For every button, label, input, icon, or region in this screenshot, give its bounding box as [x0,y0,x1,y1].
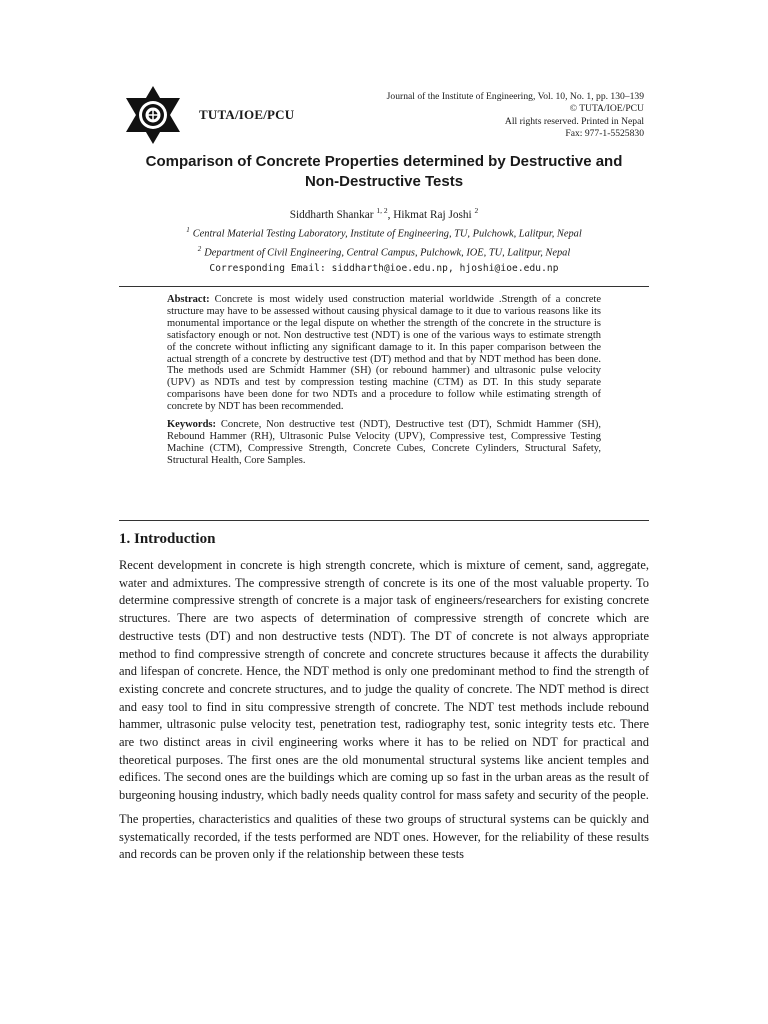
author-affiliation-mark: 1, 2 [376,206,388,215]
body-paragraph: The properties, characteristics and qualities of these two groups of structural systems can be quickly and systematically recorded, if the tests performed are NDT ones. However, for the reliability of these results and records can be proven only if the relationship between these tests [119,811,649,862]
abstract-block [167,294,601,473]
journal-citation: Journal of the Institute of Engineering, Vol. 10, No. 1, pp. 130–139 [386,91,644,102]
section-heading: 1. Introduction [119,531,216,547]
affiliation [100,245,668,258]
journal-fax: Fax: 977-1-5525830 [565,127,644,139]
organization-name: TUTA/IOE/PCU [199,107,295,122]
author-name: Siddharth Shankar [289,208,374,221]
author-list [100,206,668,221]
corresponding-email: Corresponding Email: siddharth@ioe.edu.np, hjoshi@ioe.edu.np [209,263,559,274]
affiliation-text: Department of Civil Engineering, Central Campus, Pulchowk, IOE, TU, Lalitpur, Nepal [204,247,571,259]
institute-logo-icon [122,84,184,146]
paper-title [100,152,668,192]
paper-title-line2: Non-Destructive Tests [304,173,464,190]
journal-info [324,91,644,140]
divider [119,520,649,521]
body-text [119,557,649,870]
abstract-text: Concrete is most widely used construction material worldwide .Strength of a concrete structure may have to be assessed without causing physical damage to it due to various reasons like its monumental importance or the legal dispute on whether the strength of the concrete in the structure is satisfactory enough or not. Non destructive test (NDT) is one of the various ways to estimate strength of the concrete without inflicting any significant damage to it. In this paper comparison between the actual strength of a concrete by destructive test (DT) method and that by NDT method has been done. The methods used are Schmidt Hammer (SH) (or rebound hammer) and ultrasonic pulse velocity (UPV) as NDTs and test by compression testing machine (CTM) as DT. In this study separate comparisons have been done for two NDTs and a procedure to follow while estimating strength of concrete by NDT has been recommended. [167,294,602,413]
abstract-label: Abstract: [167,294,210,305]
author-affiliation-mark: 2 [474,206,479,215]
body-paragraph: Recent development in concrete is high strength concrete, which is mixture of cement, sand, aggregate, water and admixtures. The compressive strength of concrete is its one of the most valuable property. To determine compressive strength of concrete is a major task of engineers/researchers for existing concrete structures. There are two aspects of determination of compressive strength of concrete which are destructive tests (DT) and non destructive tests (NDT). The DT of concrete is not always appropriate method to find compressive strength of concrete and concrete structures because it affects the durability and lifespan of concrete. Hence, the NDT method is only one predominant method to find the strength of existing concrete and concrete structures, and to judge the quality of concrete. The NDT method is direct and easy tool to find in situ compressive strength of concrete. The NDT test methods include rebound hammer, ultrasonic pulse velocity test, penetration test, radiography test, sonic integrity tests etc. There are two distinct areas in civil engineering works where it has to be relied on NDT for practical and theoretical purposes. The first ones are the old monumental structural systems like ancient temples and edifices. The second ones are the buildings which are coming up so fast in the urban areas as the result of burgeoning housing industry, which badly needs quality control for mass safety and security of the people. [119,558,649,803]
abstract-paragraph [167,294,601,413]
affiliation [100,226,668,239]
affiliation-number: 1 [186,226,190,234]
author-separator: , [387,208,394,221]
journal-copyright: © TUTA/IOE/PCU [569,103,644,115]
paper-title-line1: Comparison of Concrete Properties determined by Destructive and [145,153,623,170]
journal-rights: All rights reserved. Printed in Nepal [504,115,644,127]
keywords-paragraph [167,419,601,467]
affiliation-text: Central Material Testing Laboratory, Institute of Engineering, TU, Pulchowk, Lalitpur, Nepal [192,228,582,240]
keywords-label: Keywords: [167,419,216,431]
affiliation-number: 2 [197,245,202,253]
keywords-text: Concrete, Non destructive test (NDT), Destructive test (DT), Schmidt Hammer (SH), Rebound Hammer (RH), Ultrasonic Pulse Velocity (UPV), Compressive test, Compressive Testing Machine (CTM), Compressive Strength, Concrete Cubes, Concrete Cylinders, Structural Safety, Structural Health, Core Samples. [167,419,602,466]
author-name: Hikmat Raj Joshi [393,208,472,221]
divider [119,286,649,287]
